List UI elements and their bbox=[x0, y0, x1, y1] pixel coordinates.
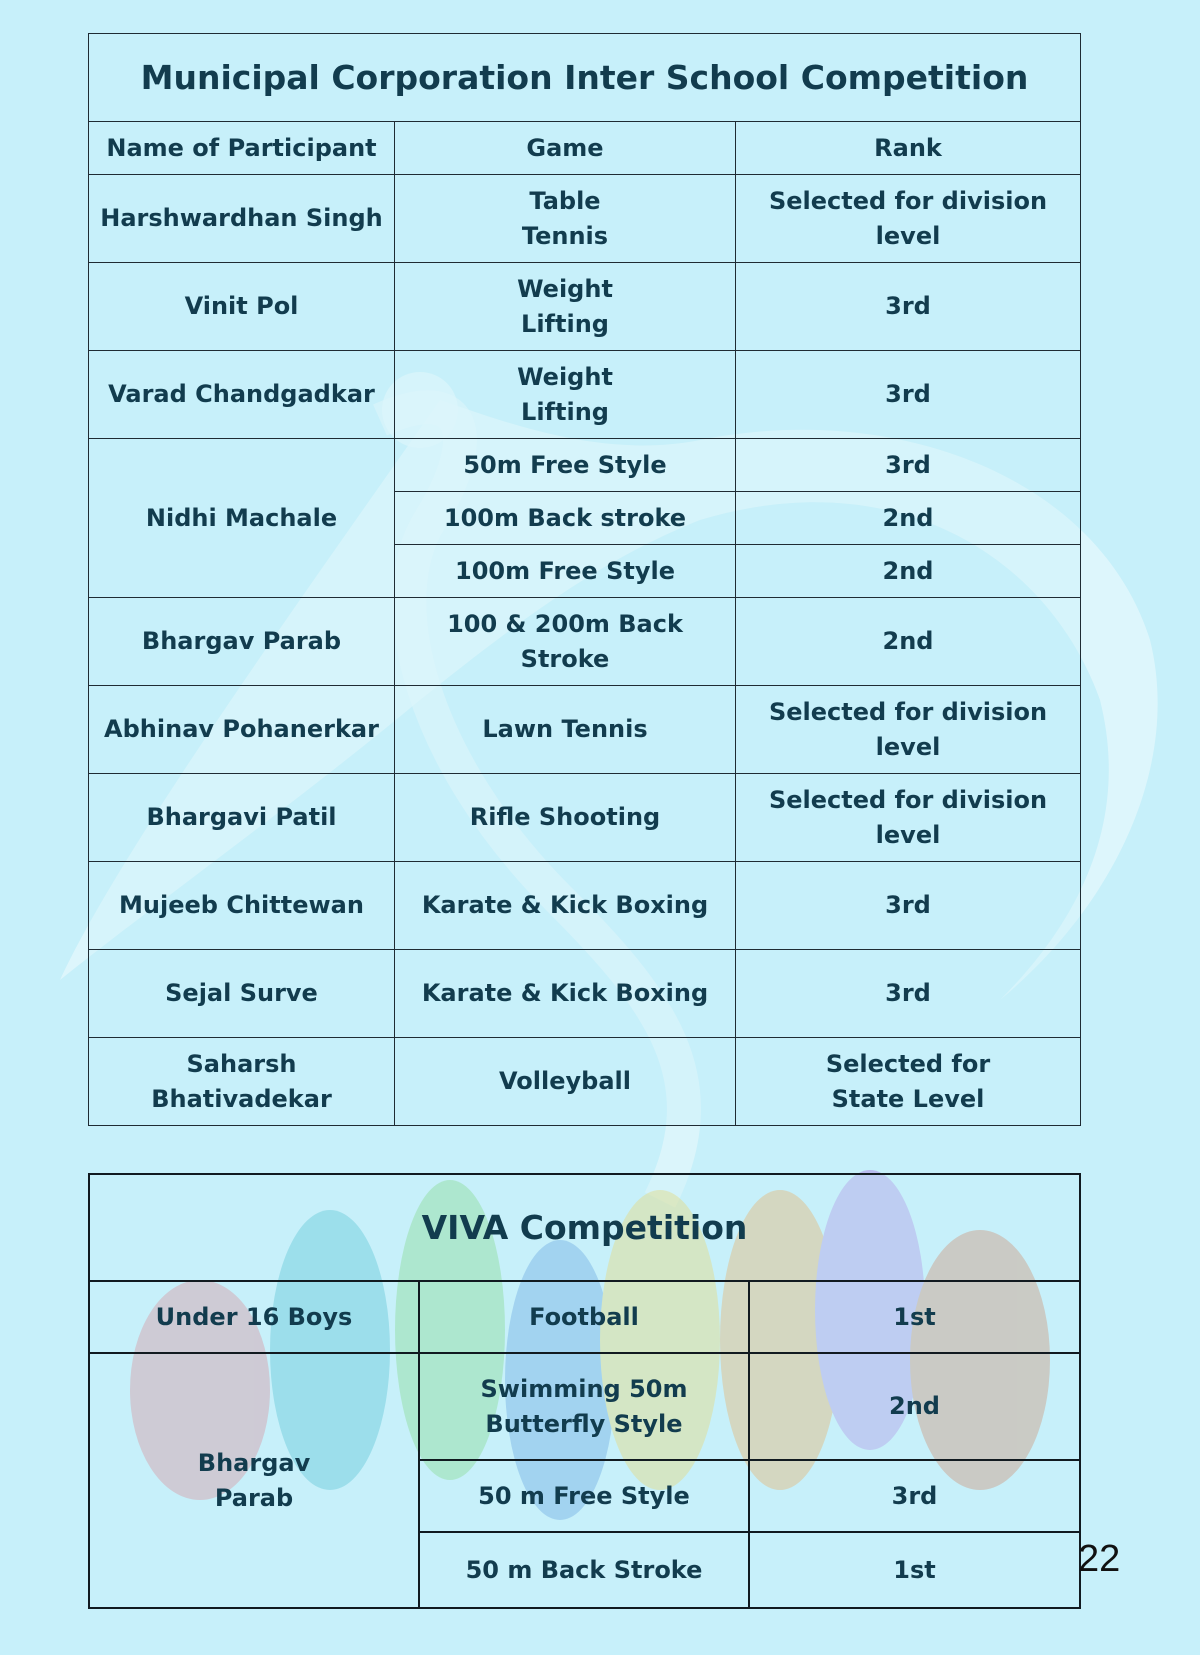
game: 100m Back stroke bbox=[395, 492, 736, 545]
table-row bbox=[89, 950, 1081, 1038]
game: Volleyball bbox=[395, 1038, 736, 1126]
rank: 3rd bbox=[736, 351, 1081, 439]
table-row bbox=[89, 1281, 1080, 1353]
inter-school-table bbox=[88, 33, 1081, 1126]
rank: 2nd bbox=[736, 545, 1081, 598]
table-row bbox=[89, 175, 1081, 263]
participant-name: Varad Chandgadkar bbox=[89, 351, 395, 439]
table-title: Municipal Corporation Inter School Competition bbox=[89, 34, 1081, 122]
rank: 1st bbox=[749, 1532, 1080, 1608]
rank: 2nd bbox=[736, 598, 1081, 686]
participant-name: Abhinav Pohanerkar bbox=[89, 686, 395, 774]
participant-name: Bhargav Parab bbox=[89, 1353, 419, 1608]
viva-table bbox=[88, 1173, 1081, 1609]
rank: 3rd bbox=[736, 263, 1081, 351]
game: Football bbox=[419, 1281, 749, 1353]
page-number: 22 bbox=[1078, 1538, 1121, 1580]
participant-name: Vinit Pol bbox=[89, 263, 395, 351]
game: Swimming 50m Butterfly Style bbox=[419, 1353, 749, 1460]
game: Weight Lifting bbox=[395, 263, 736, 351]
rank: Selected for division level bbox=[736, 175, 1081, 263]
rank: 3rd bbox=[749, 1460, 1080, 1532]
rank: 2nd bbox=[749, 1353, 1080, 1460]
header-game: Game bbox=[395, 122, 736, 175]
header-row bbox=[89, 122, 1081, 175]
table-row bbox=[89, 1038, 1081, 1126]
header-rank: Rank bbox=[736, 122, 1081, 175]
table-row bbox=[89, 686, 1081, 774]
rank: Selected for division level bbox=[736, 686, 1081, 774]
game: Rifle Shooting bbox=[395, 774, 736, 862]
game: 50m Free Style bbox=[395, 439, 736, 492]
table-row bbox=[89, 774, 1081, 862]
participant-name: Harshwardhan Singh bbox=[89, 175, 395, 263]
table-row bbox=[89, 351, 1081, 439]
game: Lawn Tennis bbox=[395, 686, 736, 774]
table-row bbox=[89, 1353, 1080, 1460]
participant-name: Sejal Surve bbox=[89, 950, 395, 1038]
rank: 1st bbox=[749, 1281, 1080, 1353]
rank: 3rd bbox=[736, 950, 1081, 1038]
rank: 2nd bbox=[736, 492, 1081, 545]
participant-name: Saharsh Bhativadekar bbox=[89, 1038, 395, 1126]
rank: 3rd bbox=[736, 439, 1081, 492]
game: 100 & 200m Back Stroke bbox=[395, 598, 736, 686]
rank: Selected for State Level bbox=[736, 1038, 1081, 1126]
header-name: Name of Participant bbox=[89, 122, 395, 175]
game: 100m Free Style bbox=[395, 545, 736, 598]
rank: 3rd bbox=[736, 862, 1081, 950]
rank: Selected for division level bbox=[736, 774, 1081, 862]
participant-name: Mujeeb Chittewan bbox=[89, 862, 395, 950]
game: Karate & Kick Boxing bbox=[395, 950, 736, 1038]
participant-name: Bhargavi Patil bbox=[89, 774, 395, 862]
category: Under 16 Boys bbox=[89, 1281, 419, 1353]
table-row bbox=[89, 263, 1081, 351]
table-row bbox=[89, 439, 1081, 492]
table-title: VIVA Competition bbox=[89, 1174, 1080, 1281]
game: Karate & Kick Boxing bbox=[395, 862, 736, 950]
table-row bbox=[89, 598, 1081, 686]
game: Weight Lifting bbox=[395, 351, 736, 439]
participant-name: Nidhi Machale bbox=[89, 439, 395, 598]
table-row bbox=[89, 862, 1081, 950]
participant-name: Bhargav Parab bbox=[89, 598, 395, 686]
game: 50 m Free Style bbox=[419, 1460, 749, 1532]
game: 50 m Back Stroke bbox=[419, 1532, 749, 1608]
game: Table Tennis bbox=[395, 175, 736, 263]
